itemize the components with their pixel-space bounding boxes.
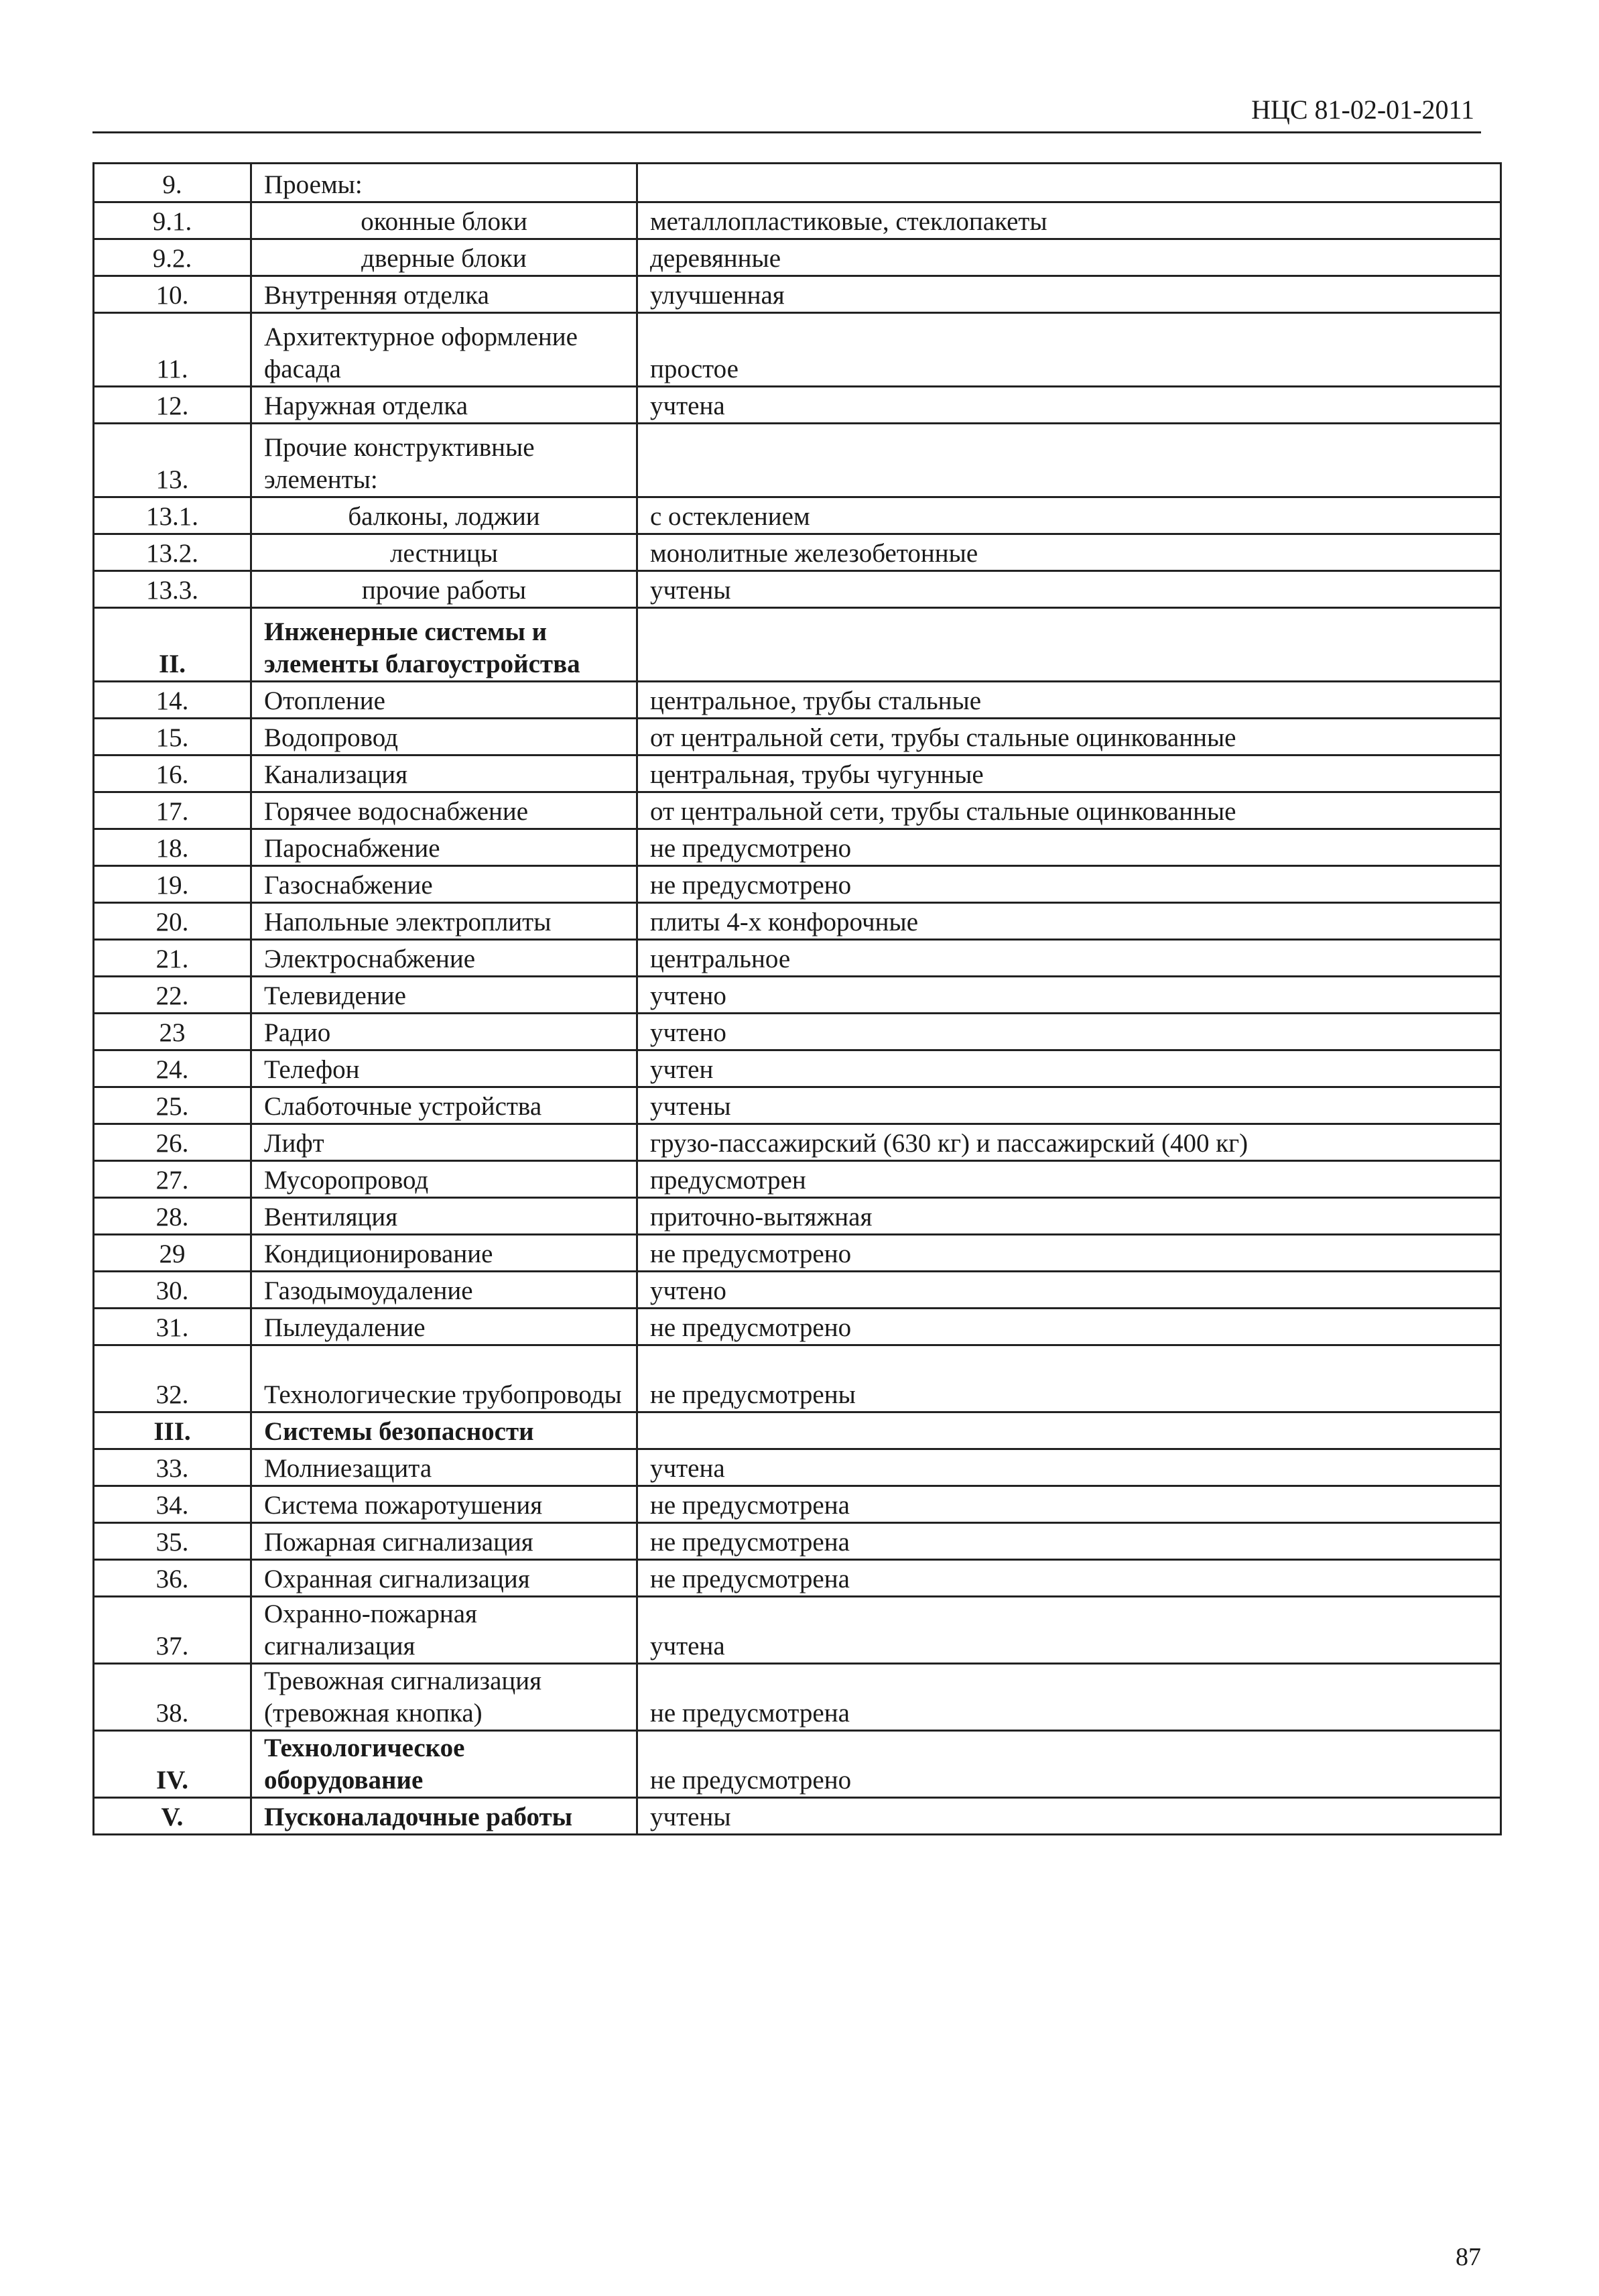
- row-number-cell: 9.: [94, 164, 251, 202]
- table-row: [94, 1272, 1501, 1309]
- row-number-cell: 13.1.: [94, 497, 251, 534]
- element-name-cell: Архитектурное оформление фасада: [251, 313, 637, 387]
- element-name-cell: Электроснабжение: [251, 940, 637, 977]
- row-number-cell: 16.: [94, 756, 251, 792]
- table-row: [94, 1014, 1501, 1050]
- element-name-cell: оконные блоки: [251, 202, 637, 239]
- element-value-cell: [637, 608, 1501, 682]
- table-row: [94, 829, 1501, 866]
- element-name-cell: Пароснабжение: [251, 829, 637, 866]
- table-row: [94, 792, 1501, 829]
- table-row: [94, 1560, 1501, 1597]
- row-number-cell: 13.2.: [94, 534, 251, 571]
- row-number-cell: 26.: [94, 1124, 251, 1161]
- element-value-cell: учтена: [637, 1449, 1501, 1486]
- row-number-cell: 27.: [94, 1161, 251, 1198]
- table-row: [94, 1198, 1501, 1235]
- element-name-cell: Проемы:: [251, 164, 637, 202]
- element-name-cell: Газодымоудаление: [251, 1272, 637, 1309]
- table-row: [94, 1486, 1501, 1523]
- document-code: НЦС 81-02-01-2011: [1251, 95, 1474, 125]
- row-number-cell: 14.: [94, 682, 251, 719]
- table-row: [94, 1087, 1501, 1124]
- element-name-cell: Слаботочные устройства: [251, 1087, 637, 1124]
- table-row: [94, 387, 1501, 424]
- element-name-cell: Пусконаладочные работы: [251, 1798, 637, 1835]
- element-name-cell: Мусоропровод: [251, 1161, 637, 1198]
- element-name-cell: Наружная отделка: [251, 387, 637, 424]
- element-value-cell: от центральной сети, трубы стальные оцинкованные: [637, 719, 1501, 756]
- element-name-cell: Вентиляция: [251, 1198, 637, 1235]
- row-number-cell: V.: [94, 1798, 251, 1835]
- element-value-cell: учтена: [637, 387, 1501, 424]
- table-row: [94, 940, 1501, 977]
- table-row: [94, 977, 1501, 1014]
- row-number-cell: III.: [94, 1412, 251, 1449]
- element-name-cell: Горячее водоснабжение: [251, 792, 637, 829]
- element-value-cell: простое: [637, 313, 1501, 387]
- row-number-cell: 37.: [94, 1597, 251, 1664]
- table-row: [94, 1798, 1501, 1835]
- element-name-cell: Кондиционирование: [251, 1235, 637, 1272]
- row-number-cell: 38.: [94, 1664, 251, 1731]
- element-value-cell: не предусмотрена: [637, 1560, 1501, 1597]
- row-number-cell: 9.1.: [94, 202, 251, 239]
- row-number-cell: 23: [94, 1014, 251, 1050]
- row-number-cell: 15.: [94, 719, 251, 756]
- row-number-cell: 30.: [94, 1272, 251, 1309]
- element-name-cell: Телефон: [251, 1050, 637, 1087]
- page-number: 87: [1456, 2243, 1481, 2271]
- element-value-cell: центральная, трубы чугунные: [637, 756, 1501, 792]
- element-value-cell: грузо-пассажирский (630 кг) и пассажирский (400 кг): [637, 1124, 1501, 1161]
- element-name-cell: Лифт: [251, 1124, 637, 1161]
- element-name-cell: Телевидение: [251, 977, 637, 1014]
- table-row: [94, 1664, 1501, 1731]
- table-row: [94, 164, 1501, 202]
- row-number-cell: 18.: [94, 829, 251, 866]
- element-name-cell: Прочие конструктивные элементы:: [251, 424, 637, 497]
- element-name-cell: Системы безопасности: [251, 1412, 637, 1449]
- row-number-cell: 20.: [94, 903, 251, 940]
- row-number-cell: 12.: [94, 387, 251, 424]
- element-name-cell: Водопровод: [251, 719, 637, 756]
- table-row: [94, 608, 1501, 682]
- element-name-cell: балконы, лоджии: [251, 497, 637, 534]
- table-row: [94, 1124, 1501, 1161]
- element-value-cell: учтено: [637, 1272, 1501, 1309]
- element-name-cell: дверные блоки: [251, 239, 637, 276]
- element-value-cell: не предусмотрена: [637, 1523, 1501, 1560]
- element-value-cell: центральное: [637, 940, 1501, 977]
- specification-table: [92, 162, 1502, 1835]
- table-row: [94, 1235, 1501, 1272]
- element-value-cell: с остеклением: [637, 497, 1501, 534]
- table-row: [94, 1345, 1501, 1412]
- element-value-cell: от центральной сети, трубы стальные оцинкованные: [637, 792, 1501, 829]
- element-value-cell: предусмотрен: [637, 1161, 1501, 1198]
- element-value-cell: не предусмотрена: [637, 1486, 1501, 1523]
- table-row: [94, 424, 1501, 497]
- row-number-cell: 36.: [94, 1560, 251, 1597]
- element-value-cell: не предусмотрено: [637, 829, 1501, 866]
- row-number-cell: II.: [94, 608, 251, 682]
- element-value-cell: деревянные: [637, 239, 1501, 276]
- element-value-cell: не предусмотрено: [637, 1731, 1501, 1798]
- table-row: [94, 866, 1501, 903]
- element-value-cell: приточно-вытяжная: [637, 1198, 1501, 1235]
- element-name-cell: прочие работы: [251, 571, 637, 608]
- element-name-cell: Охранная сигнализация: [251, 1560, 637, 1597]
- row-number-cell: 10.: [94, 276, 251, 313]
- element-name-cell: Система пожаротушения: [251, 1486, 637, 1523]
- table-row: [94, 719, 1501, 756]
- element-name-cell: Внутренняя отделка: [251, 276, 637, 313]
- element-name-cell: Технологическое оборудование: [251, 1731, 637, 1798]
- row-number-cell: 29: [94, 1235, 251, 1272]
- table-row: [94, 534, 1501, 571]
- element-value-cell: учтено: [637, 1014, 1501, 1050]
- element-value-cell: металлопластиковые, стеклопакеты: [637, 202, 1501, 239]
- table-row: [94, 756, 1501, 792]
- element-value-cell: монолитные железобетонные: [637, 534, 1501, 571]
- table-row: [94, 202, 1501, 239]
- element-value-cell: [637, 424, 1501, 497]
- row-number-cell: 13.3.: [94, 571, 251, 608]
- element-name-cell: Канализация: [251, 756, 637, 792]
- element-name-cell: Технологические трубопроводы: [251, 1345, 637, 1412]
- row-number-cell: 34.: [94, 1486, 251, 1523]
- table-row: [94, 1523, 1501, 1560]
- row-number-cell: 33.: [94, 1449, 251, 1486]
- element-name-cell: Инженерные системы и элементы благоустройства: [251, 608, 637, 682]
- element-name-cell: Молниезащита: [251, 1449, 637, 1486]
- table-row: [94, 903, 1501, 940]
- element-name-cell: Газоснабжение: [251, 866, 637, 903]
- element-name-cell: Радио: [251, 1014, 637, 1050]
- element-value-cell: не предусмотрено: [637, 866, 1501, 903]
- element-value-cell: не предусмотрено: [637, 1309, 1501, 1345]
- element-value-cell: улучшенная: [637, 276, 1501, 313]
- element-name-cell: Отопление: [251, 682, 637, 719]
- element-name-cell: Напольные электроплиты: [251, 903, 637, 940]
- row-number-cell: 13.: [94, 424, 251, 497]
- row-number-cell: 21.: [94, 940, 251, 977]
- row-number-cell: 19.: [94, 866, 251, 903]
- row-number-cell: 32.: [94, 1345, 251, 1412]
- element-value-cell: плиты 4-х конфорочные: [637, 903, 1501, 940]
- table-row: [94, 1309, 1501, 1345]
- element-name-cell: Охранно-пожарная сигнализация: [251, 1597, 637, 1664]
- element-value-cell: не предусмотрена: [637, 1664, 1501, 1731]
- element-name-cell: Пожарная сигнализация: [251, 1523, 637, 1560]
- element-name-cell: лестницы: [251, 534, 637, 571]
- row-number-cell: IV.: [94, 1731, 251, 1798]
- table-row: [94, 239, 1501, 276]
- table-row: [94, 1161, 1501, 1198]
- header-rule: [92, 131, 1481, 133]
- table-row: [94, 1050, 1501, 1087]
- element-value-cell: [637, 164, 1501, 202]
- element-value-cell: учтен: [637, 1050, 1501, 1087]
- element-value-cell: не предусмотрены: [637, 1345, 1501, 1412]
- row-number-cell: 24.: [94, 1050, 251, 1087]
- table-row: [94, 276, 1501, 313]
- row-number-cell: 25.: [94, 1087, 251, 1124]
- row-number-cell: 22.: [94, 977, 251, 1014]
- specification-table-body: [94, 164, 1501, 1835]
- row-number-cell: 31.: [94, 1309, 251, 1345]
- element-value-cell: учтены: [637, 1087, 1501, 1124]
- element-value-cell: учтена: [637, 1597, 1501, 1664]
- table-row: [94, 571, 1501, 608]
- table-row: [94, 1449, 1501, 1486]
- element-value-cell: [637, 1412, 1501, 1449]
- table-row: [94, 313, 1501, 387]
- element-value-cell: учтены: [637, 571, 1501, 608]
- element-name-cell: Пылеудаление: [251, 1309, 637, 1345]
- table-row: [94, 497, 1501, 534]
- row-number-cell: 11.: [94, 313, 251, 387]
- element-name-cell: Тревожная сигнализация (тревожная кнопка): [251, 1664, 637, 1731]
- table-row: [94, 1731, 1501, 1798]
- row-number-cell: 35.: [94, 1523, 251, 1560]
- element-value-cell: учтено: [637, 977, 1501, 1014]
- table-row: [94, 1597, 1501, 1664]
- element-value-cell: центральное, трубы стальные: [637, 682, 1501, 719]
- row-number-cell: 17.: [94, 792, 251, 829]
- row-number-cell: 9.2.: [94, 239, 251, 276]
- element-value-cell: не предусмотрено: [637, 1235, 1501, 1272]
- table-row: [94, 682, 1501, 719]
- element-value-cell: учтены: [637, 1798, 1501, 1835]
- table-row: [94, 1412, 1501, 1449]
- row-number-cell: 28.: [94, 1198, 251, 1235]
